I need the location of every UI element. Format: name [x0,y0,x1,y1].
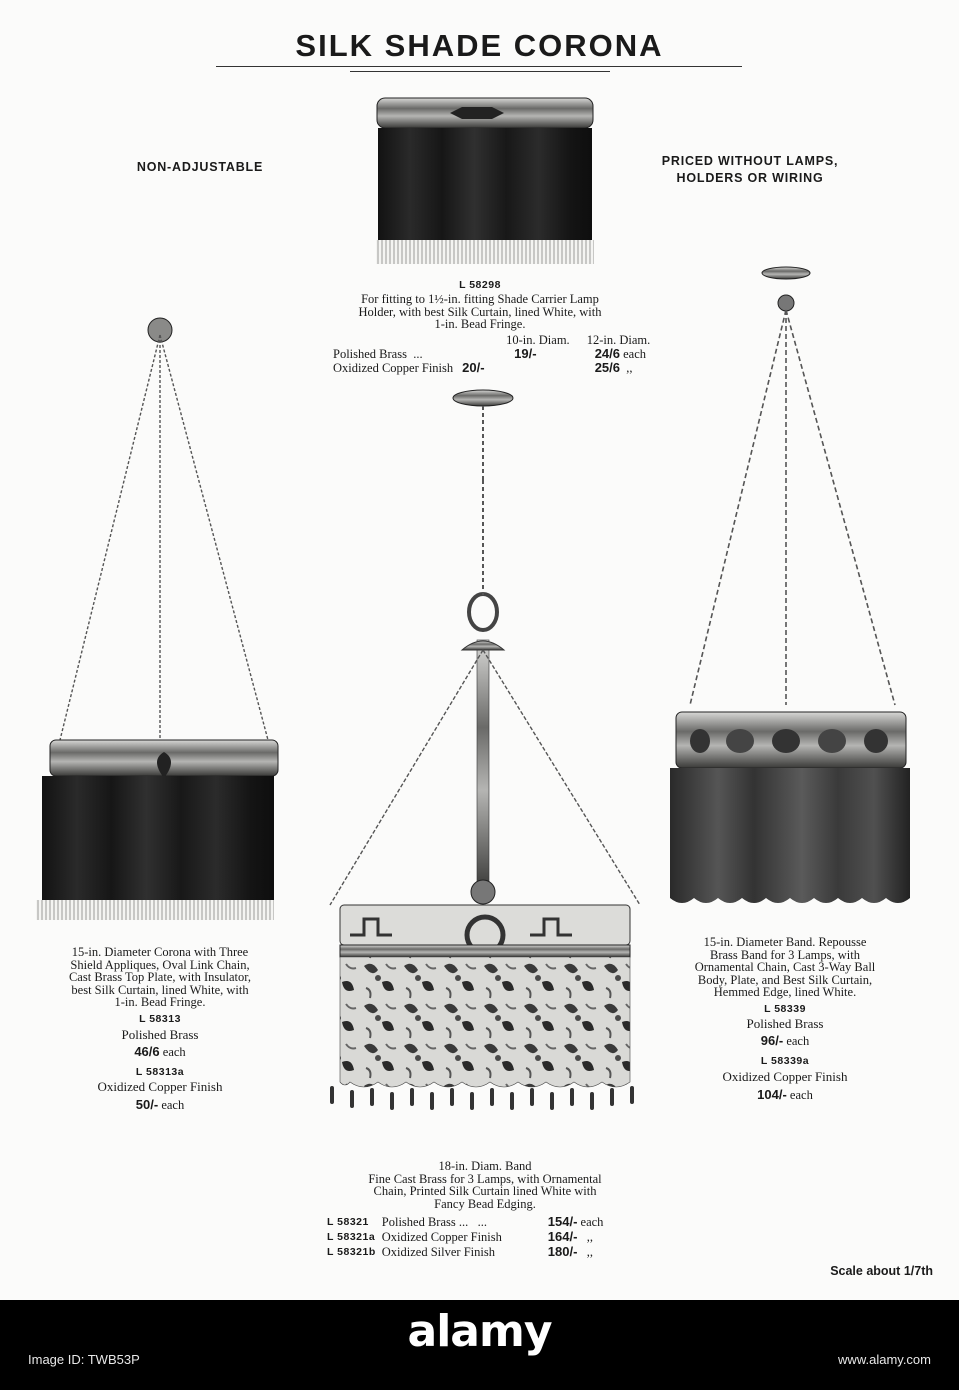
finish-name: Oxidized Copper Finish [381,1229,502,1244]
center-item-desc-line: Chain, Printed Silk Curtain lined White with [373,1184,597,1198]
left-item-finish-1: Polished Brass [121,1027,199,1042]
right-item-desc-line: Hemmed Edge, lined White. [713,985,857,999]
left-item-price-2: 50/- [135,1097,159,1112]
price-12in: 25/6 [594,360,620,375]
finish-name: Oxidized Copper Finish [333,361,454,375]
left-item-description [30,946,290,1009]
finish-name: Polished Brass [333,347,407,361]
non-adjustable-note: NON-ADJUSTABLE [136,160,264,174]
left-item-desc-line: Cast Brass Top Plate, with Insulator, [68,970,252,984]
priced-without-note-line1: PRICED WITHOUT LAMPS, [661,154,839,168]
item-code: L 58321a [327,1231,376,1243]
price-unit: each [789,1088,813,1102]
top-item-price-table [330,333,653,375]
left-item-price-line-1 [60,1044,260,1060]
center-item-desc-line: Fine Cast Brass for 3 Lamps, with Ornamental [368,1171,602,1186]
center-item-description [300,1160,670,1210]
col-header-10in: 10-in. Diam. [506,333,570,347]
right-item-price-line-2 [685,1087,885,1103]
table-row [330,361,653,375]
left-item-price-line-2 [60,1097,260,1113]
left-item-finish-2: Oxidized Copper Finish [97,1079,223,1094]
price-12in: 24/6 [594,346,620,361]
item-code: L 58321b [327,1246,376,1258]
item-price: 180/- [547,1243,578,1259]
right-item-desc-line: Ornamental Chain, Cast 3-Way Ball [694,960,876,974]
col-header-12in: 12-in. Diam. [586,333,651,347]
lamp-band-right-illustration [670,267,910,903]
right-item-finish-1: Polished Brass [746,1016,824,1031]
priced-without-note-line2: HOLDERS OR WIRING [676,171,824,185]
price-unit: each [161,1098,185,1112]
right-item-desc-line: Body, Plate, and Best Silk Curtain, [697,972,873,987]
left-item-code-1: L 58313 [139,1013,181,1025]
price-unit: each [786,1034,810,1048]
price-unit: ,, [586,1244,594,1259]
price-10in: 20/- [462,360,485,375]
left-item-desc-line: 1-in. Bead Fringe. [114,995,206,1009]
left-item-price-1: 46/6 [134,1044,160,1059]
table-row [324,1229,606,1244]
right-item-description [660,936,910,999]
image-id: Image ID: TWB53P [28,1352,140,1367]
price-10in: 19/- [514,346,537,361]
price-unit: ,, [626,361,633,375]
right-item-price-2: 104/- [757,1087,787,1102]
right-item-code-1: L 58339 [764,1003,806,1015]
top-item-desc-line: For fitting to 1½-in. fitting Shade Carrier Lamp [361,292,599,306]
lamp-shade-top-illustration [376,98,594,264]
left-item-desc-line: best Silk Curtain, lined White, with [71,982,249,997]
lamp-band-center-illustration [330,390,640,1108]
right-item-price-1: 96/- [760,1033,784,1048]
left-item-desc-line: Shield Appliques, Oval Link Chain, [70,957,250,972]
right-item-code-2: L 58339a [760,1055,810,1067]
right-item-price-line-1 [685,1033,885,1049]
top-item-code: L 58298 [459,279,501,291]
title-rule-top [216,66,742,67]
price-unit: each [162,1045,186,1059]
top-item-desc-line: 1-in. Bead Fringe. [434,317,526,331]
right-item-desc-line: 15-in. Diameter Band. Repousse [703,935,867,949]
page-title: SILK SHADE CORONA [295,28,664,63]
center-item-desc-line: 18-in. Diam. Band [438,1159,532,1173]
price-unit: each [580,1214,604,1229]
alamy-url: www.alamy.com [838,1352,931,1367]
item-price: 154/- [547,1213,578,1229]
lamp-corona-left-illustration [36,318,278,920]
finish-name: Polished Brass ... [381,1214,469,1229]
finish-name: Oxidized Silver Finish [381,1244,495,1259]
item-code: L 58321 [327,1216,369,1228]
center-item-price-table [324,1214,606,1259]
item-price: 164/- [547,1228,578,1244]
left-item-desc-line: 15-in. Diameter Corona with Three [71,945,249,959]
leader-dots: ... [477,1214,487,1229]
table-row [324,1244,606,1259]
leader-dots: ... [413,347,423,361]
table-row [330,347,653,361]
price-unit: each [623,347,647,361]
right-item-finish-2: Oxidized Copper Finish [722,1069,848,1084]
title-rule-bottom [350,71,610,72]
top-item-description [310,293,650,331]
alamy-logo: alamy [407,1306,552,1357]
table-row [324,1214,606,1229]
price-unit: ,, [586,1229,594,1244]
top-item-desc-line: Holder, with best Silk Curtain, lined White, with [358,304,602,319]
right-item-desc-line: Brass Band for 3 Lamps, with [710,947,860,962]
left-item-code-2: L 58313a [135,1066,185,1078]
scale-note: Scale about 1/7th [830,1264,933,1278]
center-item-desc-line: Fancy Bead Edging. [434,1196,536,1211]
